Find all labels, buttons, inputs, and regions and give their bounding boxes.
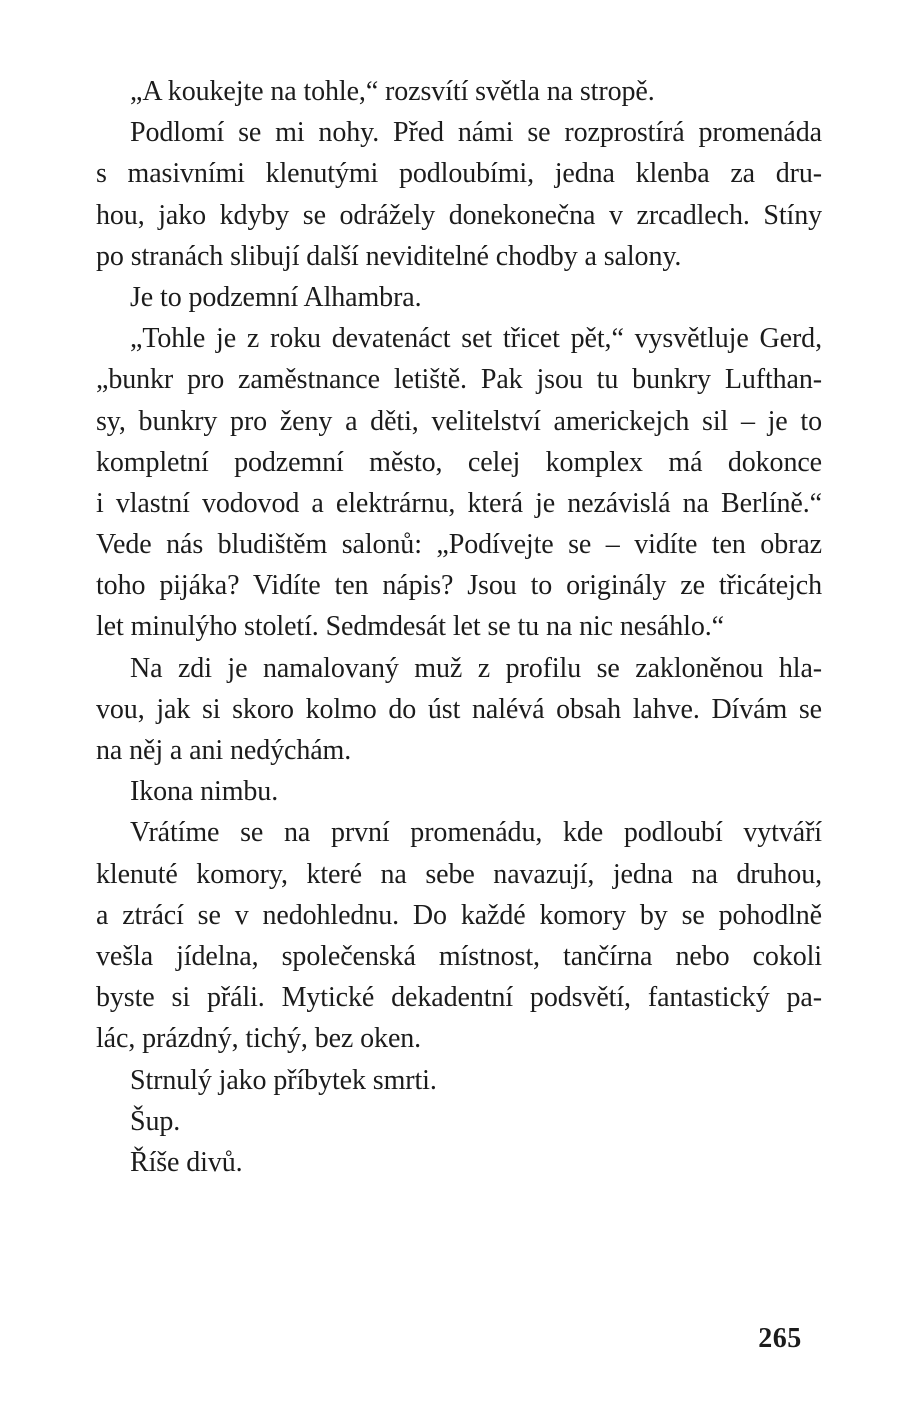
text-line: Ikona nimbu. xyxy=(130,776,279,808)
page-text xyxy=(96,71,822,1183)
text-line: s masivními klenutými podloubími, jedna klenba za dru- xyxy=(96,158,822,190)
text-line: a ztrácí se v nedohlednu. Do každé komory by se pohodlně xyxy=(96,899,822,931)
text-line: Vede nás bludištěm salonů: „Podívejte se – vidíte ten obraz xyxy=(96,529,822,561)
text-line: vešla jídelna, společenská místnost, tančírna nebo cokoli xyxy=(96,940,822,972)
text-line: vou, jak si skoro kolmo do úst nalévá obsah lahve. Dívám se xyxy=(96,693,822,725)
text-line: klenuté komory, které na sebe navazují, jedna na druhou, xyxy=(96,858,822,890)
text-line: po stranách slibují další neviditelné chodby a salony. xyxy=(96,240,682,272)
text-line: i vlastní vodovod a elektrárnu, která je nezávislá na Berlíně.“ xyxy=(96,487,822,519)
text-line: kompletní podzemní město, celej komplex má dokonce xyxy=(96,446,822,478)
text-line: toho pijáka? Vidíte ten nápis? Jsou to originály ze třicátejch xyxy=(96,570,822,602)
text-line: Podlomí se mi nohy. Před námi se rozprostírá promenáda xyxy=(130,117,822,149)
text-line: sy, bunkry pro ženy a děti, velitelství americkejch sil – je to xyxy=(96,405,822,437)
text-line: na něj a ani nedýchám. xyxy=(96,735,352,766)
text-line: Na zdi je namalovaný muž z profilu se zakloněnou hla- xyxy=(130,652,822,684)
text-line: Strnulý jako příbytek smrti. xyxy=(130,1064,437,1096)
text-line: Říše divů. xyxy=(130,1146,243,1178)
text-line: „Tohle je z roku devatenáct set třicet pět,“ vysvětluje Gerd, xyxy=(130,323,822,355)
text-line: „bunkr pro zaměstnance letiště. Pak jsou tu bunkry Lufthan- xyxy=(96,364,822,396)
text-line: Vrátíme se na první promenádu, kde podloubí vytváří xyxy=(130,817,822,849)
text-line: Je to podzemní Alhambra. xyxy=(130,281,422,313)
text-line: byste si přáli. Mytické dekadentní podsvětí, fantastický pa- xyxy=(96,982,822,1014)
text-line: hou, jako kdyby se odrážely donekonečna v zrcadlech. Stíny xyxy=(96,199,822,231)
text-line: let minulýho století. Sedmdesát let se tu na nic nesáhlo.“ xyxy=(96,611,724,643)
text-line: lác, prázdný, tichý, bez oken. xyxy=(96,1023,422,1055)
text-line: Šup. xyxy=(130,1105,181,1137)
page-number: 265 xyxy=(758,1323,802,1354)
text-line: „A koukejte na tohle,“ rozsvítí světla na stropě. xyxy=(130,76,655,107)
